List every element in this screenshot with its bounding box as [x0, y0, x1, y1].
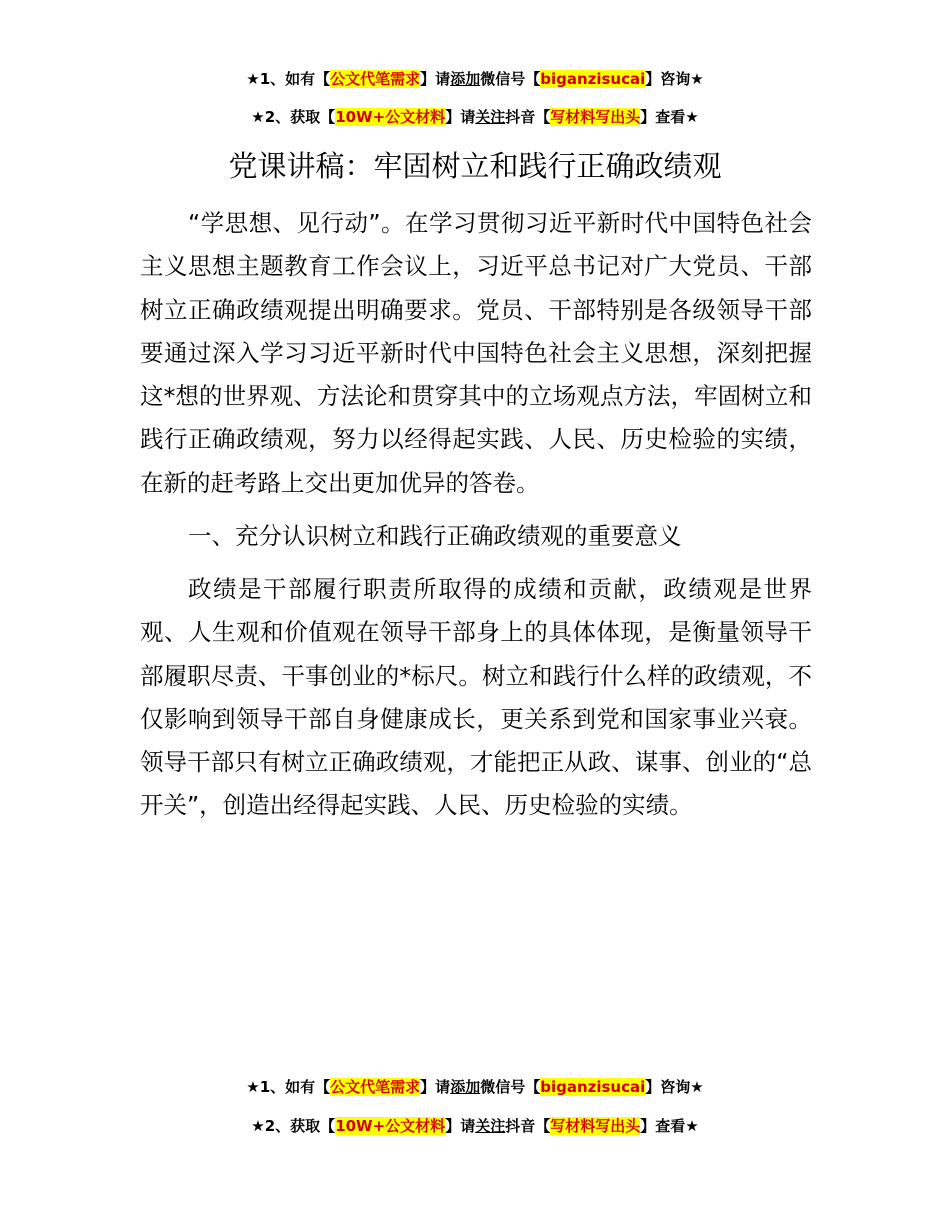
- bottom-banner-line-1: [0, 1076, 950, 1098]
- wechat-id-highlight: biganzisucai: [540, 70, 646, 88]
- wechat-id-highlight: biganzisucai: [540, 1078, 646, 1096]
- emphasized-text: 关注: [475, 108, 506, 126]
- paragraph-intro: “学思想、见行动”。在学习贯彻习近平新时代中国特色社会主义思想主题教育工作会议上，习近平总书记对广大党员、干部树立正确政绩观提出明确要求。党员、干部特别是各级领导干部要通过深入学习习近平新时代中国特色社会主义思想，深刻把握这*想的世界观、方法论和贯穿其中的立场观点方法，牢固树立和践行正确政绩观，努力以经得起实践、人民、历史检验的实绩，在新的赶考路上交出更加优异的答卷。: [140, 209, 812, 497]
- banner-text: 微信号【: [480, 70, 541, 88]
- highlighted-text: 10W+公文材料: [335, 108, 446, 126]
- douyin-id-highlight: 写材料写出头: [550, 1117, 641, 1135]
- banner-text: 抖音【: [505, 108, 551, 126]
- banner-text: 】咨询★: [645, 1078, 704, 1096]
- douyin-id-highlight: 写材料写出头: [550, 108, 641, 126]
- banner-text: 抖音【: [505, 1117, 551, 1135]
- document-title: 党课讲稿：牢固树立和践行正确政绩观: [228, 149, 722, 183]
- top-banner-line-1: [0, 68, 950, 90]
- banner-text: ★1、如有【: [246, 70, 331, 88]
- highlighted-text: 10W+公文材料: [335, 1117, 446, 1135]
- top-banner-line-2: [0, 106, 950, 128]
- emphasized-text: 添加: [450, 1078, 481, 1096]
- highlighted-text: 公文代笔需求: [330, 70, 421, 88]
- banner-text: 】请: [445, 108, 476, 126]
- highlighted-text: 公文代笔需求: [330, 1078, 421, 1096]
- banner-text: ★2、获取【: [251, 108, 336, 126]
- bottom-banner-line-2: [0, 1115, 950, 1137]
- emphasized-text: 关注: [475, 1117, 506, 1135]
- paragraph-body: 政绩是干部履行职责所取得的成绩和贡献，政绩观是世界观、人生观和价值观在领导干部身上的具体体现，是衡量领导干部履职尽责、干事创业的*标尺。树立和践行什么样的政绩观，不仅影响到领导干部自身健康成长，更关系到党和国家事业兴衰。领导干部只有树立正确政绩观，才能把正从政、谋事、创业的“总开关”，创造出经得起实践、人民、历史检验的实绩。: [140, 575, 812, 820]
- banner-text: 】查看★: [640, 108, 699, 126]
- banner-text: 】请: [420, 70, 451, 88]
- banner-text: 】查看★: [640, 1117, 699, 1135]
- banner-text: 】请: [420, 1078, 451, 1096]
- emphasized-text: 添加: [450, 70, 481, 88]
- banner-text: 微信号【: [480, 1078, 541, 1096]
- banner-text: ★2、获取【: [251, 1117, 336, 1135]
- banner-text: 】请: [445, 1117, 476, 1135]
- section-heading: 一、充分认识树立和践行正确政绩观的重要意义: [188, 522, 682, 550]
- banner-text: ★1、如有【: [246, 1078, 331, 1096]
- banner-text: 】咨询★: [645, 70, 704, 88]
